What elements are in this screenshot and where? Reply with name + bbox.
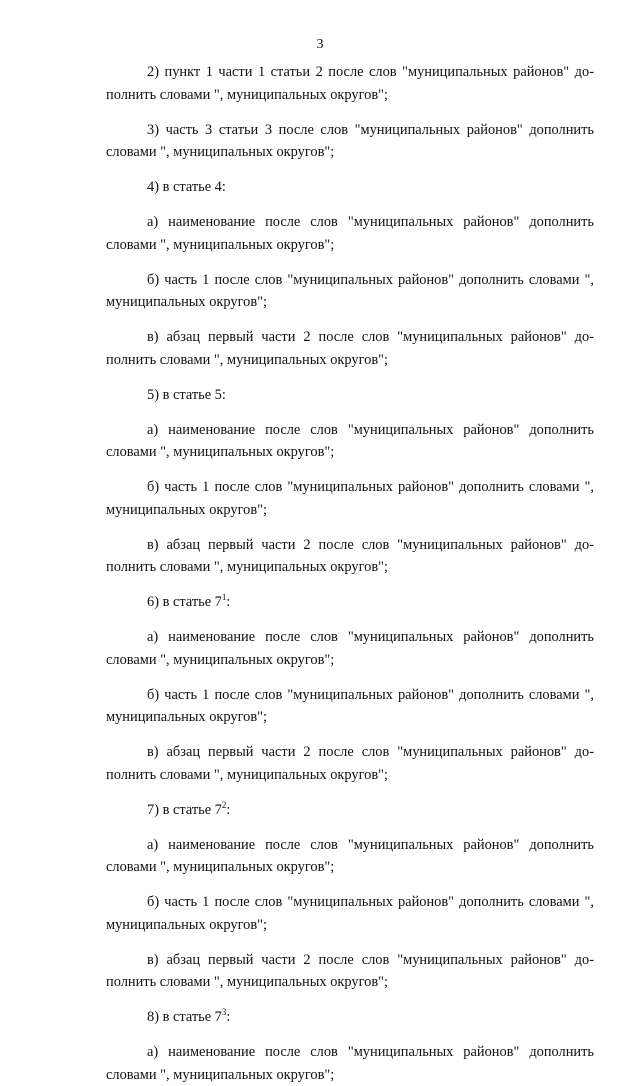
paragraph-item-6-v: в) абзац первый части 2 после слов "муниципальных районов" до- полнить словами ", муниципальных округов"; [106,744,594,783]
page-number: 3 [316,37,324,52]
article-superscript: 2 [221,799,227,810]
article-superscript: 3 [221,1007,227,1018]
paragraph-item-6-b: б) часть 1 после слов "муниципальных районов" дополнить словами ", муниципальных округов"; [106,686,594,725]
paragraph-item-4-v: в) абзац первый части 2 после слов "муниципальных районов" до- полнить словами ", муниципальных округов"; [106,329,594,368]
article-superscript: 1 [221,592,227,603]
paragraph-item-8-a: а) наименование после слов "муниципальных районов" дополнить словами ", муниципальных округов"; [106,1044,594,1083]
document-body [106,61,594,1086]
paragraph-item-8-heading [106,1006,594,1029]
paragraph-item-4-heading: 4) в статье 4: [147,179,226,195]
article-heading-suffix: : [226,1009,231,1025]
paragraph-item-7-b: б) часть 1 после слов "муниципальных районов" дополнить словами ", муниципальных округов"; [106,894,594,933]
paragraph-item-7-heading [106,799,594,822]
paragraph-item-5-a: а) наименование после слов "муниципальных районов" дополнить словами ", муниципальных округов"; [106,421,594,460]
paragraph-item-2: 2) пункт 1 части 1 статьи 2 после слов "муниципальных районов" до- полнить словами ", муниципальных округов"; [106,64,594,103]
article-heading-suffix: : [226,594,231,610]
paragraph-item-4-b: б) часть 1 после слов "муниципальных районов" дополнить словами ", муниципальных округов"; [106,271,594,310]
paragraph-item-5-b: б) часть 1 после слов "муниципальных районов" дополнить словами ", муниципальных округов"; [106,479,594,518]
paragraph-item-3: 3) часть 3 статьи 3 после слов "муниципальных районов" дополнить словами ", муниципальных округов"; [106,121,594,160]
article-heading-suffix: : [226,801,231,818]
paragraph-item-6-heading [106,591,594,614]
article-heading-prefix: 8) в статье 7 [147,1009,222,1025]
paragraph-item-6-a: а) наименование после слов "муниципальных районов" дополнить словами ", муниципальных округов"; [106,629,594,668]
paragraph-item-5-heading: 5) в статье 5: [147,386,226,403]
article-heading-prefix: 7) в статье 7 [147,801,222,818]
paragraph-item-7-v: в) абзац первый части 2 после слов "муниципальных районов" до- полнить словами ", муниципальных округов"; [106,951,594,990]
paragraph-item-5-v: в) абзац первый части 2 после слов "муниципальных районов" до- полнить словами ", муниципальных округов"; [106,536,594,575]
paragraph-item-4-a: а) наименование после слов "муниципальных районов" дополнить словами ", муниципальных округов"; [106,214,594,253]
article-heading-prefix: 6) в статье 7 [147,594,222,610]
paragraph-item-7-a: а) наименование после слов "муниципальных районов" дополнить словами ", муниципальных округов"; [106,836,594,875]
